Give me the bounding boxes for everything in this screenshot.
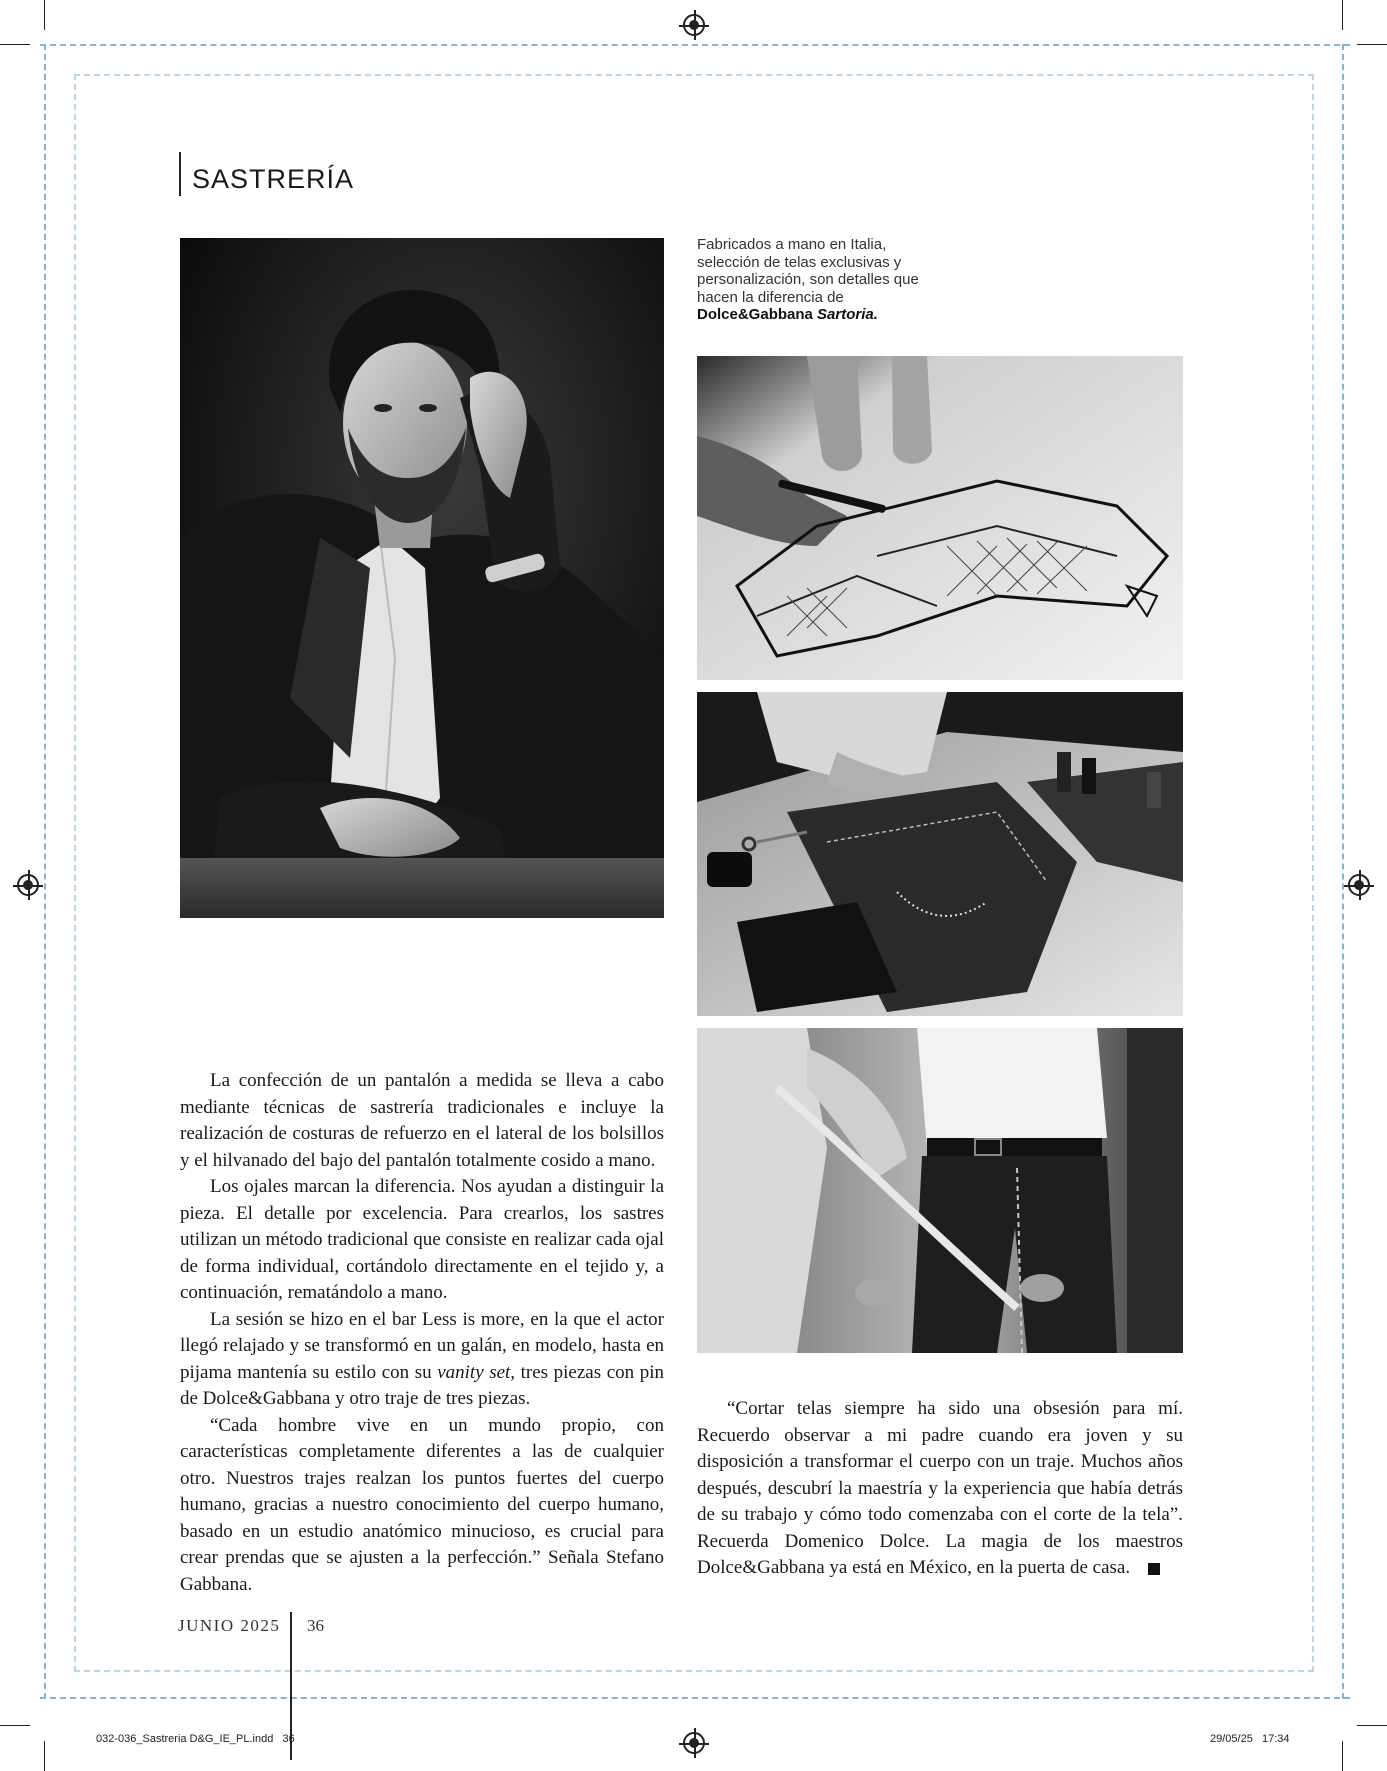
guide-bottom xyxy=(40,1697,1350,1699)
guide-right xyxy=(1342,44,1344,1699)
end-of-article-icon: G xyxy=(1148,1563,1160,1575)
body-paragraph: “Cada hombre vive en un mundo propio, con características completamente diferentes a las de cualquier otro. Nuestros trajes realzan los puntos fuertes del cuerpo humano, gracias a nuestro conocimiento del cuerpo humano, basado en un estudio anatómico minucioso, es crucial para crear prendas que se ajusten a la perfección.” Señala Stefano Gabbana. xyxy=(180,1414,664,1595)
registration-mark-icon xyxy=(683,1732,705,1754)
slug-filename: 032-036_Sastreria D&G_IE_PL.indd 36 xyxy=(96,1733,295,1745)
section-rule xyxy=(179,152,181,196)
body-paragraph xyxy=(697,1396,1186,1582)
guide-top xyxy=(40,44,1350,46)
crop-mark-icon xyxy=(0,1725,30,1726)
caption-brand-italic: Sartoria. xyxy=(817,306,878,323)
caption-brand: Dolce&Gabbana xyxy=(697,306,813,323)
caption-text: Fabricados a mano en Italia, selección de telas exclusivas y personalización, son detalles que hacen la diferencia de xyxy=(697,236,919,306)
registration-mark-icon xyxy=(17,874,39,896)
body-paragraph: La confección de un pantalón a medida se lleva a cabo mediante técnicas de sastrería tradicionales e incluye la realización de costuras de refuerzo en el lateral de los bolsillos y el hilvanado del bajo del pantalón totalmente cosido a mano. xyxy=(180,1070,664,1171)
body-text: tres piezas con pin de Dolce&Gabbana y otro traje de tres piezas. xyxy=(180,1361,664,1409)
body-text: “Cortar telas siempre ha sido una obsesión para mí. Recuerdo observar a mi padre cuando era joven y su disposición a transformar el cuerpo con un traje. Muchos años después, descubrí la maestría y la experiencia que había detrás de su trabajo y cómo todo comenzaba con el corte de la tela”. Recuerda Domenico Dolce. La magia de los maestros Dolce&Gabbana ya está en México, en la puerta de casa. xyxy=(697,1398,1183,1578)
portrait-photo xyxy=(180,238,664,918)
body-column-left xyxy=(180,1068,664,1598)
section-title: SASTRERÍA xyxy=(192,164,355,194)
tailor-cutting-photo xyxy=(697,692,1183,1016)
slug-timestamp: 29/05/25 17:34 xyxy=(1210,1733,1290,1745)
body-emphasis: vanity set, xyxy=(437,1361,516,1383)
body-paragraph: Los ojales marcan la diferencia. Nos ayudan a distinguir la pieza. El detalle por excelencia. Para crearlos, los sastres utilizan un método tradicional que consiste en realizar cada ojal de forma individual, cortándolo directamente en el tejido y, a continuación, rematándolo a mano. xyxy=(180,1176,664,1303)
guide-right-inner xyxy=(1312,74,1314,1672)
crop-mark-icon xyxy=(1357,1725,1387,1726)
guide-top-inner xyxy=(74,74,1314,76)
body-column-right xyxy=(697,1396,1186,1582)
crop-mark-icon xyxy=(1342,0,1343,30)
body-text: La sesión se hizo en el bar Less is more, en la que el actor llegó relajado y se transformó en un galán, en modelo, hasta en pijama mantenía su estilo con su xyxy=(180,1308,664,1383)
registration-mark-icon xyxy=(683,14,705,36)
guide-bottom-inner xyxy=(74,1670,1314,1672)
folio-month: JUNIO 2025 xyxy=(178,1616,281,1635)
guide-left xyxy=(44,44,46,1699)
pattern-sketch-photo xyxy=(697,356,1183,680)
crop-mark-icon xyxy=(0,44,30,45)
crop-mark-icon xyxy=(1357,44,1387,45)
crop-mark-icon xyxy=(1342,1741,1343,1771)
folio-page-number: 36 xyxy=(307,1616,324,1635)
body-paragraph xyxy=(180,1307,664,1413)
measuring-photo xyxy=(697,1028,1183,1353)
crop-mark-icon xyxy=(44,1741,45,1771)
photo-caption xyxy=(697,236,927,324)
guide-left-inner xyxy=(74,74,76,1672)
registration-mark-icon xyxy=(1348,874,1370,896)
crop-mark-icon xyxy=(44,0,45,30)
